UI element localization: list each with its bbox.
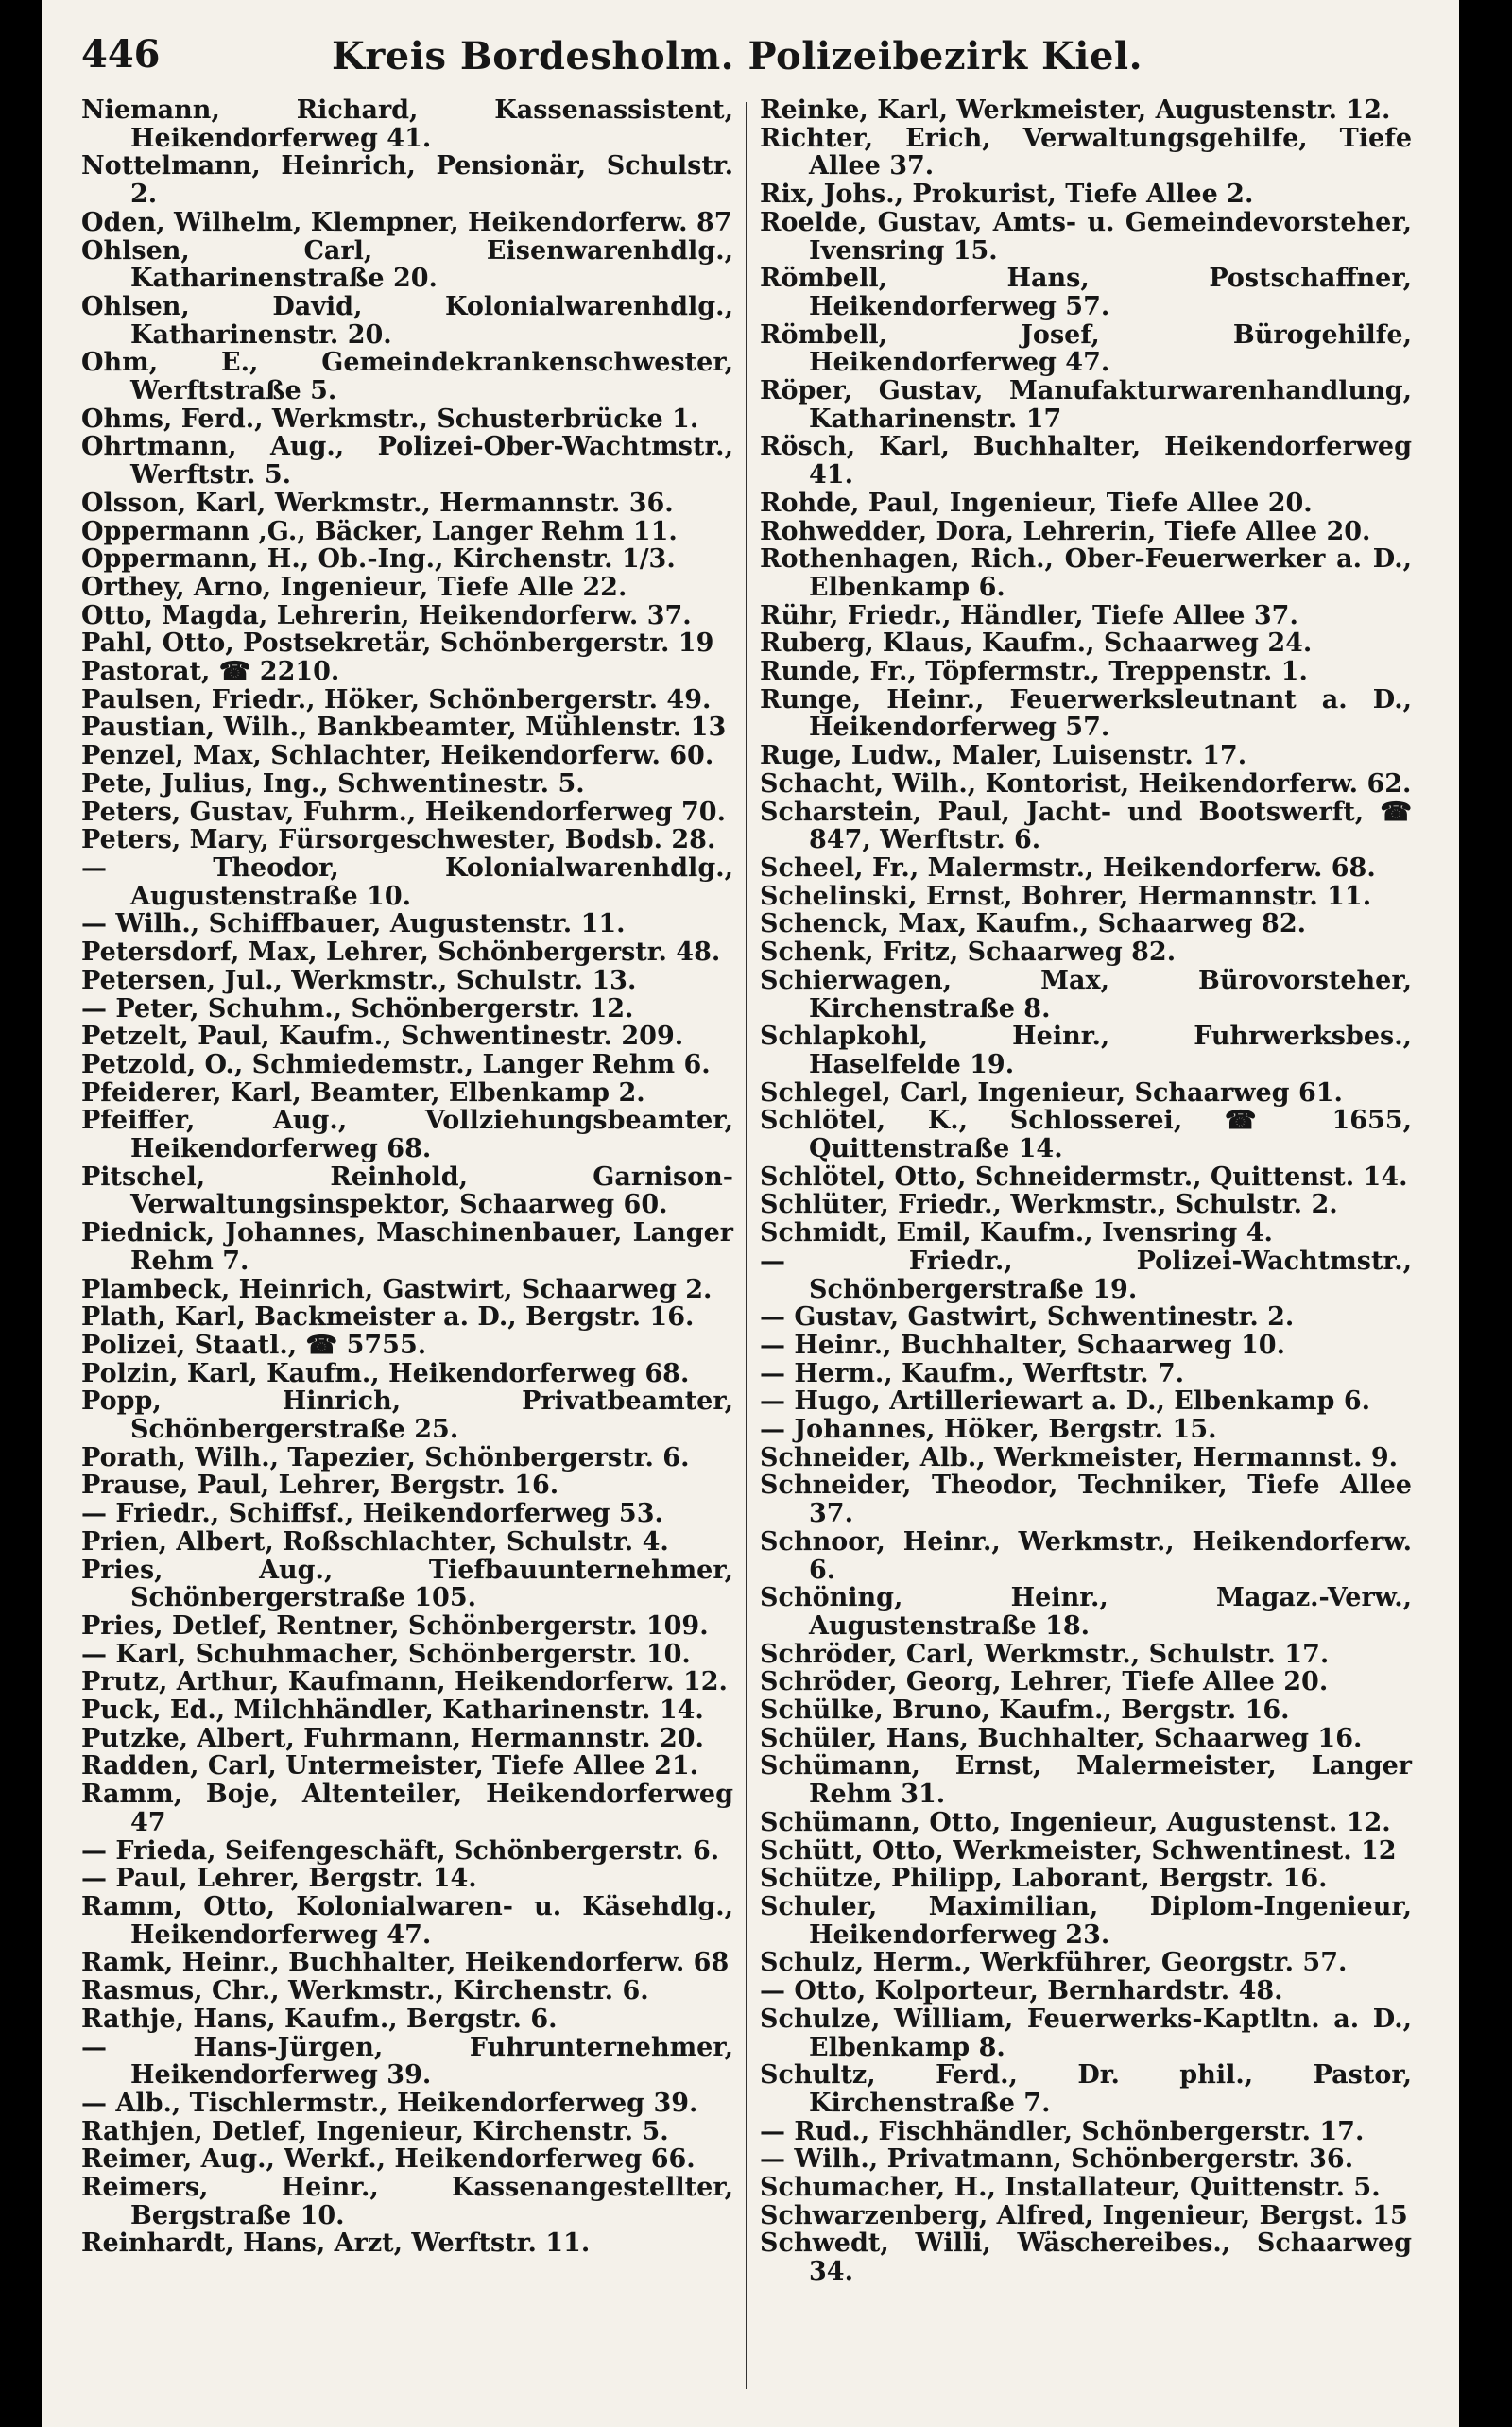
directory-entry: Schütze, Philipp, Laborant, Bergstr. 16.	[760, 1864, 1328, 1894]
directory-entry: Penzel, Max, Schlachter, Heikendorferw. 60.	[81, 741, 714, 771]
directory-entry: Schwarzenberg, Alfred, Ingenieur, Bergst. 15	[760, 2200, 1408, 2230]
directory-entry: Schierwagen, Max, Bürovorsteher, Kirchenstraße 8.	[760, 965, 1412, 1024]
directory-entry: Putzke, Albert, Fuhrmann, Hermannstr. 20.	[81, 1723, 704, 1753]
directory-entry: Pete, Julius, Ing., Schwentinestr. 5.	[81, 768, 585, 799]
directory-entry: Rathjen, Detlef, Ingenieur, Kirchenstr. 5.	[81, 2116, 669, 2146]
directory-entry: Oden, Wilhelm, Klempner, Heikendorferw. 87	[81, 207, 732, 237]
directory-entry: Otto, Magda, Lehrerin, Heikendorferw. 37.	[81, 600, 692, 630]
directory-entry: Pitschel, Reinhold, Garnison-Verwaltungsinspektor, Schaarweg 60.	[81, 1162, 733, 1220]
directory-entry: Richter, Erich, Verwaltungsgehilfe, Tiefe Allee 37.	[760, 123, 1412, 181]
directory-entry: — Frieda, Seifengeschäft, Schönbergerstr. 6.	[81, 1835, 720, 1866]
left-column	[81, 96, 733, 2258]
directory-entry: Rohwedder, Dora, Lehrerin, Tiefe Allee 20.	[760, 516, 1371, 546]
directory-entry: Pfeiderer, Karl, Beamter, Elbenkamp 2.	[81, 1077, 645, 1108]
directory-entry: Prause, Paul, Lehrer, Bergstr. 16.	[81, 1471, 559, 1501]
right-column	[760, 96, 1412, 2286]
directory-entry: Reinke, Karl, Werkmeister, Augustenstr. 12.	[760, 95, 1391, 125]
directory-entry: Rühr, Friedr., Händler, Tiefe Allee 37.	[760, 600, 1298, 630]
directory-entry: Radden, Carl, Untermeister, Tiefe Allee 21.	[81, 1751, 699, 1782]
directory-entry: Plambeck, Heinrich, Gastwirt, Schaarweg 2.	[81, 1274, 713, 1304]
directory-entry: Schöning, Heinr., Magaz.-Verw., Augustenstraße 18.	[760, 1583, 1412, 1641]
page-number: 446	[81, 32, 161, 77]
directory-entry: Oppermann, H., Ob.-Ing., Kirchenstr. 1/3.	[81, 544, 676, 575]
directory-entry: — Theodor, Kolonialwarenhdlg., Augustenstraße 10.	[81, 852, 733, 911]
directory-entry: Peters, Mary, Fürsorgeschwester, Bodsb. 28.	[81, 825, 716, 855]
directory-entry: Ohms, Ferd., Werkmstr., Schusterbrücke 1.	[81, 404, 699, 434]
directory-entry: Schlüter, Friedr., Werkmstr., Schulstr. 2.	[760, 1190, 1338, 1220]
directory-entry: Schuler, Maximilian, Diplom-Ingenieur, Heikendorferweg 23.	[760, 1892, 1412, 1950]
directory-entry: Schüler, Hans, Buchhalter, Schaarweg 16.	[760, 1723, 1363, 1753]
directory-entry: Schlegel, Carl, Ingenieur, Schaarweg 61.	[760, 1077, 1343, 1108]
directory-entry: Polzin, Karl, Kaufm., Heikendorferweg 68.	[81, 1358, 690, 1388]
directory-entry: — Johannes, Höker, Bergstr. 15.	[760, 1415, 1217, 1445]
directory-entry: Schlötel, K., Schlosserei, ☎ 1655, Quittenstraße 14.	[760, 1106, 1412, 1164]
directory-entry: — Hans-Jürgen, Fuhrunternehmer, Heikendorferweg 39.	[81, 2032, 733, 2091]
directory-entry: Ohlsen, David, Kolonialwarenhdlg., Katharinenstr. 20.	[81, 291, 733, 350]
directory-entry: Ruge, Ludw., Maler, Luisenstr. 17.	[760, 741, 1247, 771]
directory-entry: Petzelt, Paul, Kaufm., Schwentinestr. 209.	[81, 1022, 684, 1052]
directory-entry: Reinhardt, Hans, Arzt, Werftstr. 11.	[81, 2229, 591, 2259]
directory-entry: Popp, Hinrich, Privatbeamter, Schönbergerstraße 25.	[81, 1386, 733, 1445]
directory-entry: Rösch, Karl, Buchhalter, Heikendorferweg 41.	[760, 432, 1412, 491]
directory-entry: Prutz, Arthur, Kaufmann, Heikendorferw. 12.	[81, 1667, 728, 1697]
directory-entry: Orthey, Arno, Ingenieur, Tiefe Alle 22.	[81, 572, 627, 602]
directory-entry: Niemann, Richard, Kassenassistent, Heikendorferweg 41.	[81, 95, 733, 153]
directory-entry: Pries, Detlef, Rentner, Schönbergerstr. 109.	[81, 1610, 709, 1641]
directory-entry: Schlötel, Otto, Schneidermstr., Quittenst. 14.	[760, 1162, 1408, 1192]
directory-entry: Oppermann ,G., Bäcker, Langer Rehm 11.	[81, 516, 678, 546]
directory-entry: Schulze, William, Feuerwerks-Kaptltn. a. D., Elbenkamp 8.	[760, 2004, 1412, 2062]
directory-entry: Schenck, Max, Kaufm., Schaarweg 82.	[760, 909, 1307, 939]
directory-entry: Ramm, Boje, Altenteiler, Heikendorferweg 47	[81, 1780, 733, 1837]
directory-entry: Ruberg, Klaus, Kaufm., Schaarweg 24.	[760, 628, 1313, 659]
directory-entry: Ramk, Heinr., Buchhalter, Heikendorferw. 68	[81, 1948, 730, 1978]
directory-entry: Schulz, Herm., Werkführer, Georgstr. 57.	[760, 1948, 1348, 1978]
column-divider	[746, 102, 747, 2389]
directory-entry: — Wilh., Schiffbauer, Augustenstr. 11.	[81, 909, 626, 939]
directory-entry: Nottelmann, Heinrich, Pensionär, Schulstr. 2.	[81, 151, 733, 210]
directory-entry: Pries, Aug., Tiefbauunternehmer, Schönbergerstraße 105.	[81, 1555, 733, 1613]
directory-entry: Paustian, Wilh., Bankbeamter, Mühlenstr. 13	[81, 713, 727, 743]
directory-entry: Reimers, Heinr., Kassenangestellter, Bergstraße 10.	[81, 2173, 733, 2230]
directory-entry: Schümann, Ernst, Malermeister, Langer Rehm 31.	[760, 1751, 1412, 1810]
directory-entry: Scharstein, Paul, Jacht- und Bootswerft, ☎ 847, Werftstr. 6.	[760, 797, 1412, 855]
directory-entry: Schröder, Carl, Werkmstr., Schulstr. 17.	[760, 1639, 1330, 1669]
directory-entry: Schneider, Theodor, Techniker, Tiefe Allee 37.	[760, 1471, 1412, 1529]
directory-entry: — Heinr., Buchhalter, Schaarweg 10.	[760, 1330, 1285, 1360]
directory-entry: Pastorat, ☎ 2210.	[81, 657, 340, 687]
directory-entry: Roelde, Gustav, Amts- u. Gemeindevorsteher, Ivensring 15.	[760, 207, 1412, 266]
directory-entry: — Otto, Kolporteur, Bernhardstr. 48.	[760, 1976, 1283, 2006]
directory-entry: Schümann, Otto, Ingenieur, Augustenst. 12.	[760, 1807, 1391, 1837]
directory-entry: Schröder, Georg, Lehrer, Tiefe Allee 20.	[760, 1667, 1329, 1697]
directory-entry: — Friedr., Schiffsf., Heikendorferweg 53.	[81, 1499, 663, 1529]
directory-entry: — Gustav, Gastwirt, Schwentinestr. 2.	[760, 1302, 1295, 1333]
directory-entry: Puck, Ed., Milchhändler, Katharinenstr. 14.	[81, 1695, 704, 1726]
directory-entry: — Herm., Kaufm., Werftstr. 7.	[760, 1358, 1185, 1388]
directory-entry: Paulsen, Friedr., Höker, Schönbergerstr. 49.	[81, 684, 712, 714]
directory-entry: — Peter, Schuhm., Schönbergerstr. 12.	[81, 993, 634, 1024]
directory-entry: Scheel, Fr., Malermstr., Heikendorferw. 68.	[760, 852, 1376, 883]
directory-entry: Rasmus, Chr., Werkmstr., Kirchenstr. 6.	[81, 1976, 649, 2006]
directory-entry: Pahl, Otto, Postsekretär, Schönbergerstr. 19	[81, 628, 714, 659]
directory-entry: Petzold, O., Schmiedemstr., Langer Rehm 6.	[81, 1049, 711, 1079]
directory-entry: Römbell, Josef, Bürogehilfe, Heikendorferweg 47.	[760, 319, 1412, 378]
directory-entry: Schnoor, Heinr., Werkmstr., Heikendorferw. 6.	[760, 1526, 1412, 1585]
directory-entry: — Wilh., Privatmann, Schönbergerstr. 36.	[760, 2144, 1354, 2175]
directory-entry: Schwedt, Willi, Wäschereibes., Schaarweg 34.	[760, 2229, 1412, 2287]
directory-entry: Rohde, Paul, Ingenieur, Tiefe Allee 20.	[760, 488, 1313, 518]
page-header	[81, 32, 1393, 87]
directory-entry: Schlapkohl, Heinr., Fuhrwerksbes., Haselfelde 19.	[760, 1022, 1412, 1079]
directory-entry: Schacht, Wilh., Kontorist, Heikendorferw. 62.	[760, 768, 1412, 799]
directory-entry: Schneider, Alb., Werkmeister, Hermannst. 9.	[760, 1442, 1399, 1472]
directory-entry: Olsson, Karl, Werkmstr., Hermannstr. 36.	[81, 488, 674, 518]
directory-entry: Schülke, Bruno, Kaufm., Bergstr. 16.	[760, 1695, 1290, 1726]
directory-entry: Ohrtmann, Aug., Polizei-Ober-Wachtmstr., Werftstr. 5.	[81, 432, 733, 491]
directory-entry: Plath, Karl, Backmeister a. D., Bergstr. 16.	[81, 1302, 695, 1333]
directory-entry: Piednick, Johannes, Maschinenbauer, Langer Rehm 7.	[81, 1218, 733, 1276]
directory-entry: Petersen, Jul., Werkmstr., Schulstr. 13.	[81, 965, 637, 995]
directory-entry: Schelinski, Ernst, Bohrer, Hermannstr. 11.	[760, 881, 1372, 911]
directory-page	[42, 0, 1459, 2427]
directory-entry: Runge, Heinr., Feuerwerksleutnant a. D., Heikendorferweg 57.	[760, 684, 1412, 743]
directory-entry: Peters, Gustav, Fuhrm., Heikendorferweg 70.	[81, 797, 726, 827]
directory-entry: Ohlsen, Carl, Eisenwarenhdlg., Katharinenstraße 20.	[81, 235, 733, 294]
running-head-title: Kreis Bordesholm. Polizeibezirk Kiel.	[331, 34, 1143, 78]
directory-entry: Porath, Wilh., Tapezier, Schönbergerstr. 6.	[81, 1442, 690, 1472]
directory-entry: — Alb., Tischlermstr., Heikendorferweg 39.	[81, 2088, 698, 2118]
directory-entry: Rathje, Hans, Kaufm., Bergstr. 6.	[81, 2004, 558, 2034]
directory-entry: Rothenhagen, Rich., Ober-Feuerwerker a. D., Elbenkamp 6.	[760, 544, 1412, 602]
directory-entry: Schenk, Fritz, Schaarweg 82.	[760, 938, 1177, 968]
directory-entry: — Hugo, Artilleriewart a. D., Elbenkamp 6.	[760, 1386, 1371, 1417]
directory-entry: — Karl, Schuhmacher, Schönbergerstr. 10.	[81, 1639, 691, 1669]
directory-entry: — Rud., Fischhändler, Schönbergerstr. 17.	[760, 2116, 1365, 2146]
directory-entry: Schmidt, Emil, Kaufm., Ivensring 4.	[760, 1218, 1273, 1248]
directory-entry: Schultz, Ferd., Dr. phil., Pastor, Kirchenstraße 7.	[760, 2060, 1412, 2118]
directory-entry: Röper, Gustav, Manufakturwarenhandlung, Katharinenstr. 17	[760, 376, 1412, 434]
directory-entry: Runde, Fr., Töpfermstr., Treppenstr. 1.	[760, 657, 1308, 687]
directory-entry: — Paul, Lehrer, Bergstr. 14.	[81, 1864, 477, 1894]
directory-entry: Prien, Albert, Roßschlachter, Schulstr. 4.	[81, 1526, 669, 1557]
directory-entry: Schumacher, H., Installateur, Quittenstr. 5.	[760, 2173, 1381, 2203]
directory-entry: Reimer, Aug., Werkf., Heikendorferweg 66.	[81, 2144, 696, 2175]
directory-entry: Römbell, Hans, Postschaffner, Heikendorferweg 57.	[760, 264, 1412, 321]
directory-entry: Polizei, Staatl., ☎ 5755.	[81, 1330, 427, 1360]
directory-entry: Pfeiffer, Aug., Vollziehungsbeamter, Heikendorferweg 68.	[81, 1106, 733, 1164]
directory-entry: Ramm, Otto, Kolonialwaren- u. Käsehdlg., Heikendorferweg 47.	[81, 1892, 733, 1950]
directory-entry: Rix, Johs., Prokurist, Tiefe Allee 2.	[760, 180, 1254, 210]
directory-entry: Schütt, Otto, Werkmeister, Schwentinest. 12	[760, 1835, 1397, 1866]
directory-entry: — Friedr., Polizei-Wachtmstr., Schönbergerstraße 19.	[760, 1246, 1412, 1304]
directory-entry: Ohm, E., Gemeindekrankenschwester, Werftstraße 5.	[81, 348, 733, 406]
directory-entry: Petersdorf, Max, Lehrer, Schönbergerstr. 48.	[81, 938, 721, 968]
